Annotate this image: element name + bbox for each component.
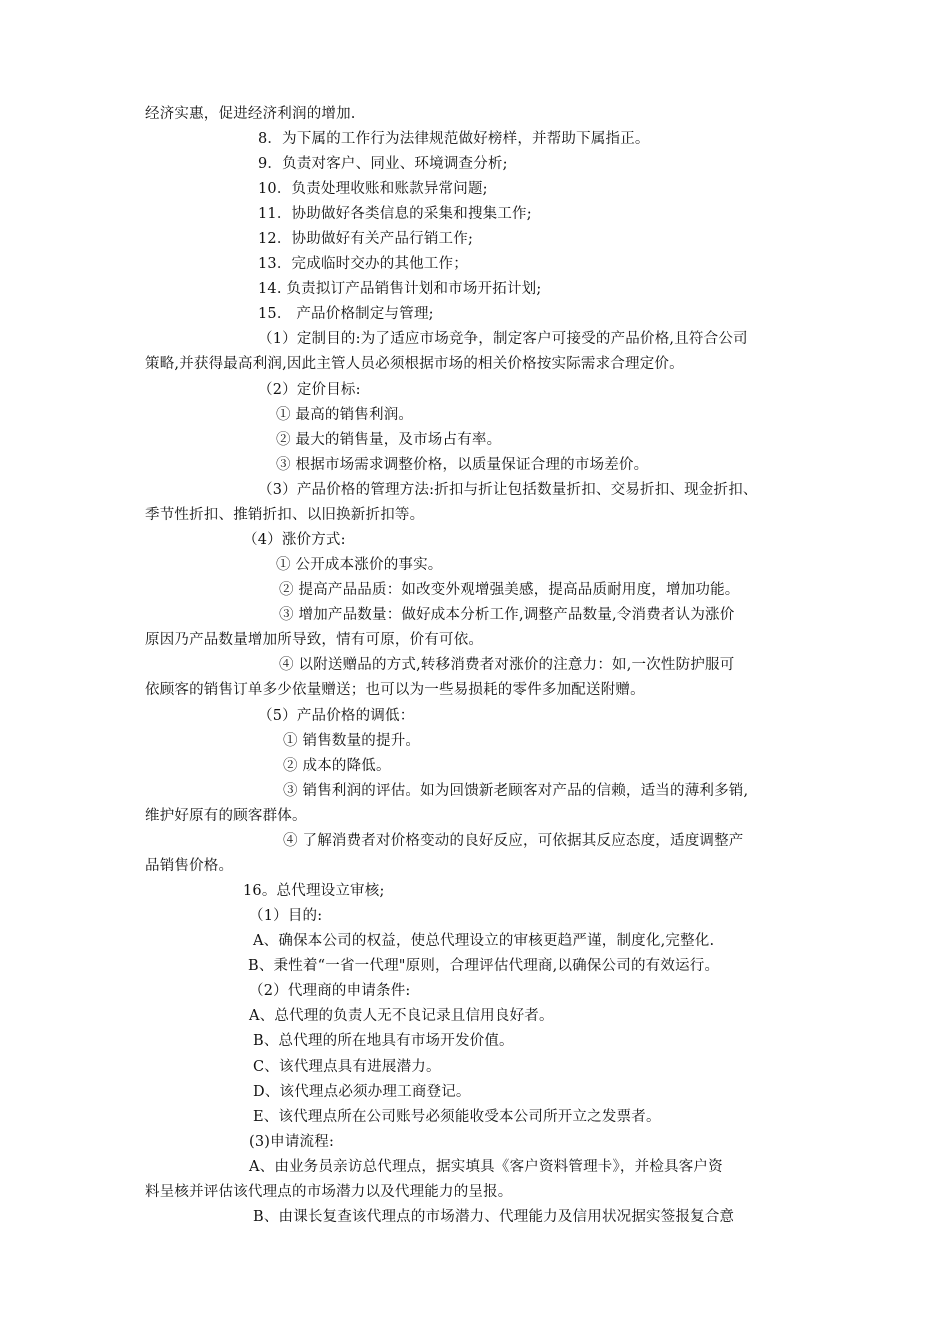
text-line: ③ 销售利润的评估。如为回馈新老顾客对产品的信赖，适当的薄利多销, [283, 783, 749, 799]
text-line: ③ 根据市场需求调整价格，以质量保证合理的市场差价。 [276, 457, 649, 473]
text-line: E、该代理点所在公司账号必须能收受本公司所开立之发票者。 [253, 1109, 661, 1125]
text-line: 10．负责处理收账和账款异常问题; [258, 181, 488, 197]
text-line: B、秉性着“一省一代理"原则，合理评估代理商,以确保公司的有效运行。 [248, 958, 720, 974]
text-line: (3)申请流程: [249, 1134, 335, 1150]
text-line: B、由课长复查该代理点的市场潜力、代理能力及信用状况据实签报复合意 [253, 1209, 735, 1225]
text-line: 12．协助做好有关产品行销工作; [258, 231, 474, 247]
text-line: （5）产品价格的调低： [258, 708, 415, 724]
text-line: 维护好原有的顾客群体。 [145, 808, 307, 824]
text-line: 料呈核并评估该代理点的市场潜力以及代理能力的呈报。 [145, 1184, 513, 1200]
text-line: A、总代理的负责人无不良记录且信用良好者。 [249, 1008, 554, 1024]
text-line: ④ 以附送赠品的方式,转移消费者对涨价的注意力：如,一次性防护服可 [279, 657, 735, 673]
text-line: ② 成本的降低。 [283, 758, 391, 774]
text-line: B、总代理的所在地具有市场开发价值。 [253, 1033, 514, 1049]
text-line: D、该代理点必须办理工商登记。 [253, 1084, 471, 1100]
text-line: （1）定制目的:为了适应市场竞争，制定客户可接受的产品价格,且符合公司 [258, 331, 748, 347]
text-line: 品销售价格。 [145, 858, 234, 874]
text-line: ③ 增加产品数量：做好成本分析工作,调整产品数量,令消费者认为涨价 [279, 607, 735, 623]
text-line: C、该代理点具有进展潜力。 [253, 1059, 441, 1075]
text-line: 16。总代理设立审核; [243, 883, 385, 899]
text-line: 8．为下属的工作行为法律规范做好榜样，并帮助下属指正。 [258, 131, 650, 147]
text-line: 依顾客的销售订单多少依量赠送；也可以为一些易损耗的零件多加配送附赠。 [145, 682, 645, 698]
text-line: 9．负责对客户、同业、环境调查分析; [258, 156, 508, 172]
text-line: （2）定价目标: [258, 382, 361, 398]
text-line: 14. 负责拟订产品销售计划和市场开拓计划; [258, 281, 542, 297]
text-line: 经济实惠，促进经济利润的增加. [145, 106, 356, 122]
text-line: 13．完成临时交办的其他工作； [258, 256, 468, 272]
text-line: A、确保本公司的权益，使总代理设立的审核更趋严谨，制度化,完整化. [253, 933, 715, 949]
text-line: （4）涨价方式: [243, 532, 346, 548]
text-line: ① 公开成本涨价的事实。 [276, 557, 443, 573]
text-line: ② 最大的销售量，及市场占有率。 [276, 432, 502, 448]
text-line: 15． 产品价格制定与管理; [258, 306, 434, 322]
text-line: ② 提高产品品质：如改变外观增强美感，提高品质耐用度，增加功能。 [279, 582, 740, 598]
text-line: ① 最高的销售利润。 [276, 407, 414, 423]
text-line: 季节性折扣、推销折扣、以旧换新折扣等。 [145, 507, 425, 523]
text-line: （2）代理商的申请条件: [249, 983, 411, 999]
text-line: 11．协助做好各类信息的采集和搜集工作; [258, 206, 532, 222]
text-line: 策略,并获得最高利润,因此主管人员必须根据市场的相关价格按实际需求合理定价。 [145, 356, 684, 372]
text-line: （3）产品价格的管理方法:折扣与折让包括数量折扣、交易折扣、现金折扣、 [258, 482, 758, 498]
text-line: ① 销售数量的提升。 [283, 733, 421, 749]
text-line: A、由业务员亲访总代理点，据实填具《客户资料管理卡》，并检具客户资 [249, 1159, 723, 1175]
text-line: ④ 了解消费者对价格变动的良好反应，可依据其反应态度，适度调整产 [283, 833, 744, 849]
text-line: （1）目的: [249, 908, 323, 924]
text-line: 原因乃产品数量增加所导致，情有可原，价有可依。 [145, 632, 484, 648]
